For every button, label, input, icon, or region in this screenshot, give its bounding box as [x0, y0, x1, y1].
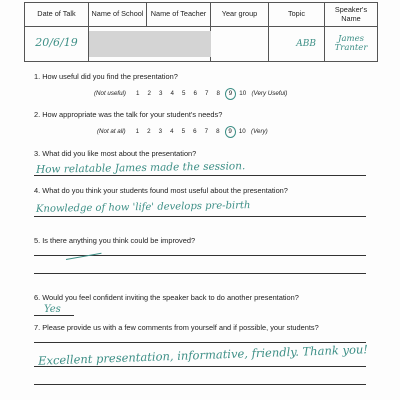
year-group-cell	[211, 27, 269, 62]
scale-option[interactable]: 3	[159, 90, 163, 97]
col-name-of-teacher: Name of Teacher	[147, 3, 211, 27]
question-3: 3. What did you like most about the presentation?	[34, 149, 197, 158]
scale-high-label: (Very)	[251, 128, 268, 135]
question-5: 5. Is there anything you think could be improved?	[34, 236, 196, 245]
answer-line-6	[34, 315, 74, 316]
col-name-of-school: Name of School	[89, 3, 147, 27]
col-topic: Topic	[269, 3, 325, 27]
scale-high-label: (Very Useful)	[251, 90, 288, 97]
school-cell-redacted	[89, 27, 147, 62]
pen-stroke	[66, 253, 102, 260]
scale-low-label: (Not useful)	[94, 90, 126, 97]
scale-option[interactable]: 1	[135, 128, 140, 135]
header-table	[24, 2, 378, 62]
question-6: 6. Would you feel confident inviting the speaker back to do another presentation?	[34, 293, 299, 302]
question-4: 4. What do you think your students found most useful about the presentation?	[34, 186, 288, 195]
answer-7: Excellent presentation, informative, friendly. Thank you!	[37, 342, 369, 368]
speaker-value: James Tranter	[334, 34, 368, 53]
redaction-box	[89, 31, 211, 57]
rating-scale-appropriateness	[97, 126, 268, 138]
date-cell	[25, 27, 89, 62]
question-7: 7. Please provide us with a few comments from yourself and if possible, your students?	[34, 323, 319, 332]
scale-option[interactable]: 8	[216, 90, 220, 97]
answer-line-7b	[34, 366, 366, 367]
scale-option[interactable]: 5	[182, 90, 186, 97]
header-row	[25, 3, 378, 27]
answer-4: Knowledge of how 'life' develops pre-birth	[35, 200, 251, 215]
scale-option[interactable]: 8	[216, 128, 220, 135]
answer-line-7a	[34, 342, 366, 343]
scale-option[interactable]: 7	[204, 128, 209, 135]
scale-option[interactable]: 7	[205, 90, 209, 97]
speaker-cell	[325, 27, 378, 62]
col-date-of-talk: Date of Talk	[25, 3, 89, 27]
scale-option[interactable]: 5	[181, 128, 186, 135]
scale-option[interactable]: 10	[238, 128, 246, 135]
scale-option[interactable]: 6	[193, 128, 197, 135]
col-speakers-name: Speaker's Name	[325, 3, 378, 27]
scale-option-selected[interactable]: 9	[225, 88, 236, 100]
question-1: 1. How useful did you find the presentation?	[34, 72, 178, 81]
scale-option[interactable]: 3	[158, 128, 163, 135]
scale-option[interactable]: 1	[136, 90, 140, 97]
scale-option-selected[interactable]: 9	[225, 126, 236, 138]
rating-scale-usefulness	[94, 88, 287, 100]
col-year-group: Year group	[211, 3, 269, 27]
scale-option[interactable]: 2	[147, 128, 151, 135]
entry-row	[25, 27, 378, 62]
date-value: 20/6/19	[35, 36, 78, 50]
answer-6: Yes	[44, 304, 61, 315]
scale-option[interactable]: 4	[170, 90, 174, 97]
answer-3: How relatable James made the session.	[35, 160, 246, 176]
scale-option[interactable]: 6	[193, 90, 197, 97]
answer-line-4	[34, 216, 366, 217]
scale-option[interactable]: 4	[170, 128, 174, 135]
question-2: 2. How appropriate was the talk for your student's needs?	[34, 110, 223, 119]
answer-line-3	[34, 175, 366, 176]
answer-line-7c	[34, 384, 366, 385]
scale-option[interactable]: 10	[239, 90, 247, 97]
scale-low-label: (Not at all)	[97, 128, 126, 135]
scale-option[interactable]: 2	[147, 90, 151, 97]
topic-value: ABB	[296, 38, 316, 49]
answer-line-5b	[34, 273, 366, 274]
topic-cell	[269, 27, 325, 62]
